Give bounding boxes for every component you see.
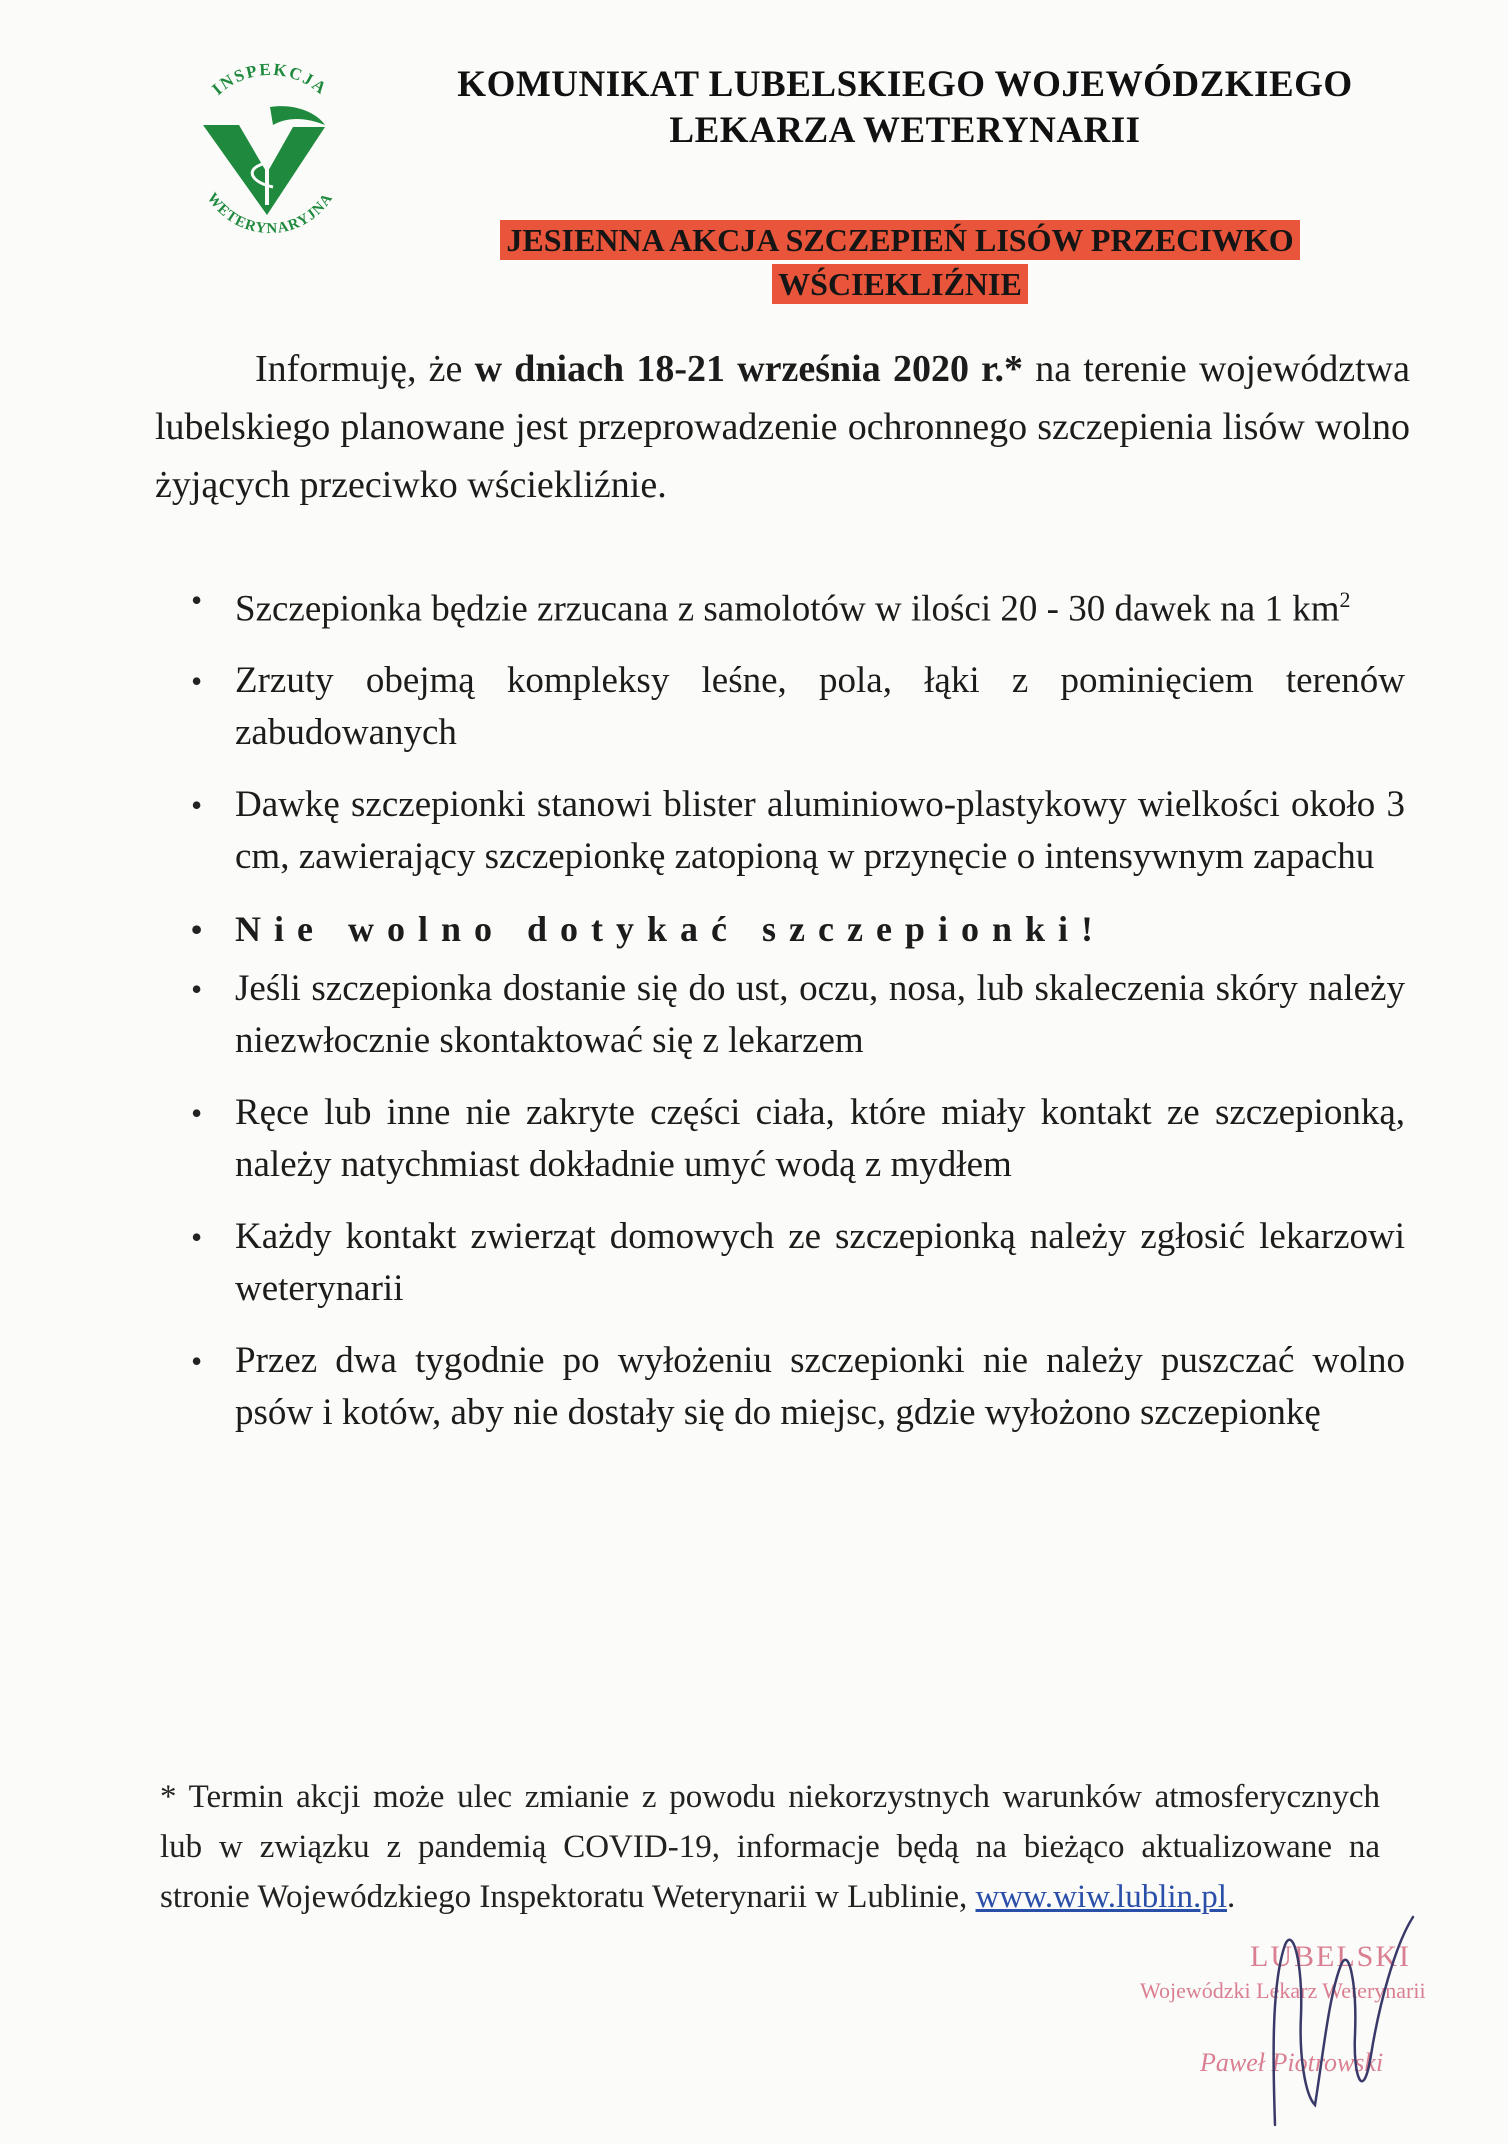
stamp-line1: LUBELSKI — [1250, 1940, 1411, 1973]
stamp-line2: Wojewódzki Lekarz Weterynarii — [1140, 1978, 1426, 2003]
footnote — [160, 1772, 1380, 1922]
list-item: • Ręce lub inne nie zakryte części ciała, które miały kontakt ze szczepionką, należy natychmiast dokładnie umyć wodą z mydłem — [185, 1087, 1405, 1191]
list-item: • Dawkę szczepionki stanowi blister aluminiowo-plastykowy wielkości około 3 cm, zawierający szczepionkę zatopioną w przynęcie o intensywnym zapachu — [185, 779, 1405, 883]
campaign-banner-text: JESIENNA AKCJA SZCZEPIEŃ LISÓW PRZECIWKO WŚCIEKLIŹNIE — [500, 220, 1299, 304]
footnote-text: * Termin akcji może ulec zmianie z powodu niekorzystnych warunków atmosferycznych lub w związku z pandemią COVID-19, informacje będą na bieżąco aktualizowane na stronie Wojewódzkiego Inspektoratu Weterynarii w Lublinie, — [160, 1779, 1380, 1915]
list-item: • Przez dwa tygodnie po wyłożeniu szczepionki nie należy puszczać wolno psów i kotów, aby nie dostały się do miejsc, gdzie wyłożono szczepionkę — [185, 1335, 1405, 1439]
list-item-text: Szczepionka będzie zrzucana z samolotów w ilości 20 - 30 dawek na 1 km — [235, 588, 1340, 630]
intro-paragraph — [155, 340, 1410, 514]
list-item: • Zrzuty obejmą kompleksy leśne, pola, łąki z pominięciem terenów zabudowanych — [185, 655, 1405, 759]
handwritten-signature — [1245, 1905, 1425, 2135]
intro-text-start: Informuję, że — [255, 348, 475, 390]
veterinary-inspection-logo — [175, 55, 365, 245]
list-item: • Jeśli szczepionka dostanie się do ust, oczu, nosa, lub skaleczenia skóry należy niezwłocznie skontaktować się z lekarzem — [185, 963, 1405, 1067]
campaign-banner — [425, 218, 1375, 306]
instruction-list — [185, 574, 1405, 1459]
svg-text:WETERYNARYJNA: WETERYNARYJNA — [203, 190, 337, 238]
svg-text:INSPEKCJA: INSPEKCJA — [208, 59, 332, 99]
footnote-end: . — [1226, 1879, 1236, 1915]
list-item — [185, 574, 1405, 635]
intro-text-end: na terenie województwa lubelskiego planowane jest przeprowadzenie ochronnego szczepienia lisów wolno żyjących przeciwko wściekliźnie. — [155, 348, 1410, 506]
header-title — [400, 62, 1410, 154]
header-title-line1: KOMUNIKAT LUBELSKIEGO WOJEWÓDZKIEGO — [457, 64, 1353, 105]
list-item: • Każdy kontakt zwierząt domowych ze szczepionką należy zgłosić lekarzowi weterynarii — [185, 1211, 1405, 1315]
stamp-line3: Paweł Piotrowski — [1200, 2048, 1384, 2077]
header-title-line2: LEKARZA WETERYNARII — [669, 110, 1141, 151]
website-link[interactable]: www.wiw.lublin.pl — [975, 1879, 1227, 1915]
intro-dates: w dniach 18-21 września 2020 r.* — [474, 348, 1024, 390]
warning-item: • Nie wolno dotykać szczepionki! — [185, 903, 1405, 955]
superscript: 2 — [1339, 587, 1351, 612]
